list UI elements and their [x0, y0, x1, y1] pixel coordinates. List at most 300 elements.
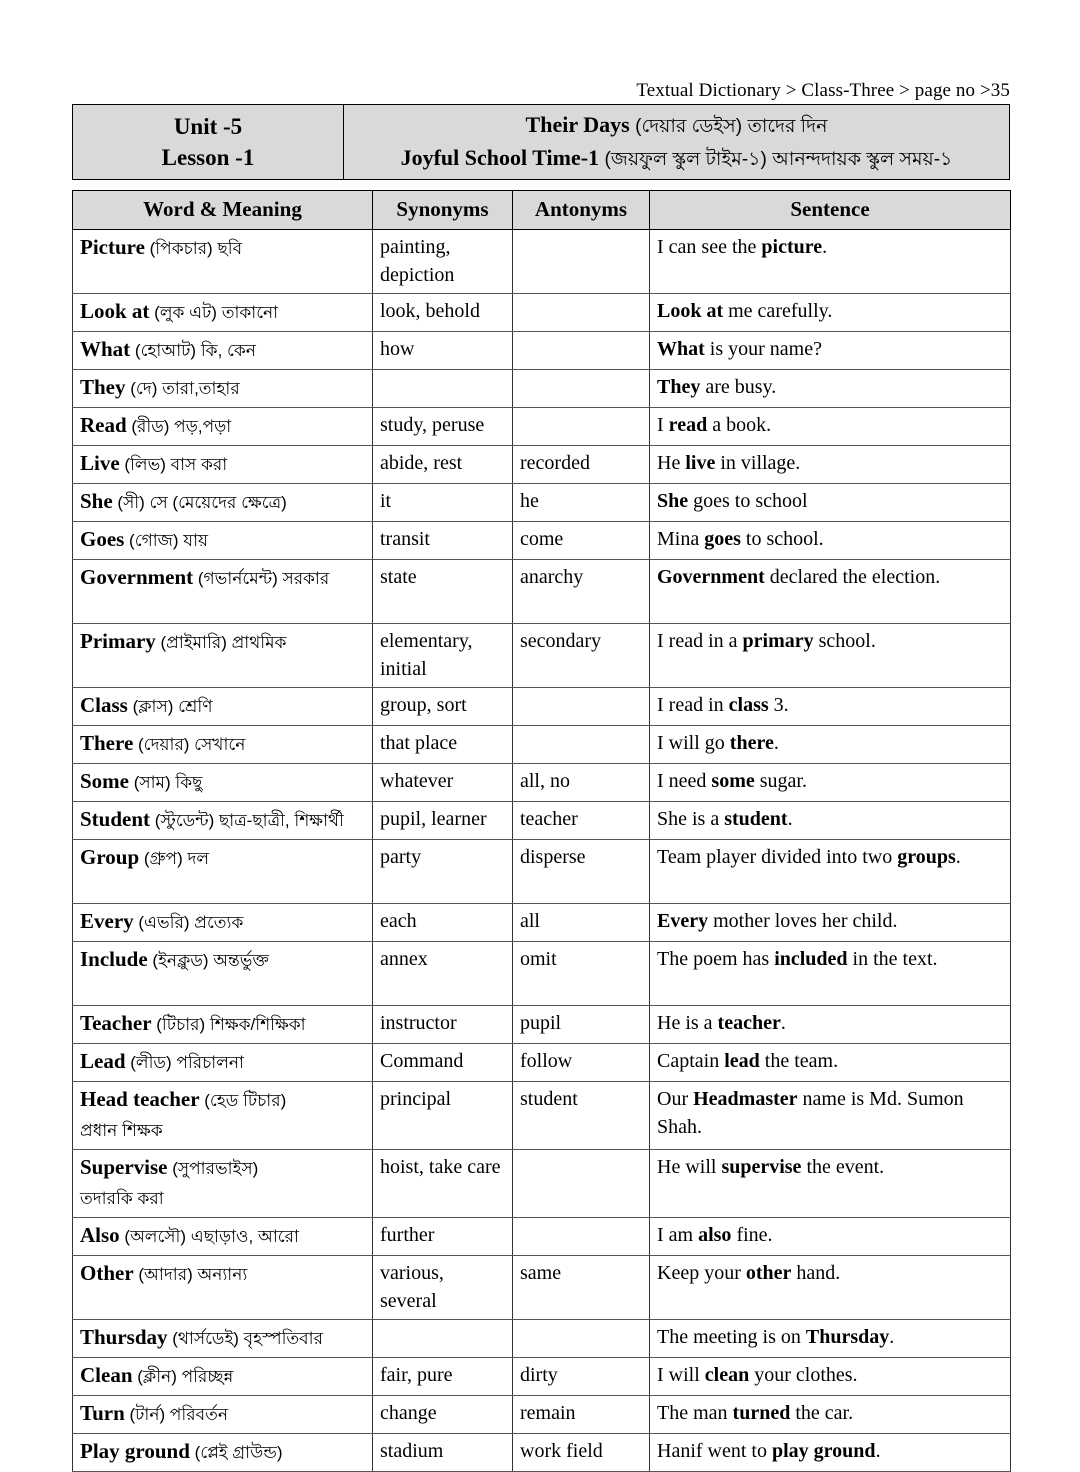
cell-synonyms: look, behold — [373, 294, 513, 332]
cell-synonyms: Command — [373, 1044, 513, 1082]
cell-sentence — [650, 370, 1011, 408]
cell-word-meaning — [73, 408, 373, 446]
pronunciation: (থার্সডেই) — [167, 1329, 239, 1348]
table-row — [73, 840, 1011, 904]
cell-sentence — [650, 624, 1011, 688]
cell-sentence — [650, 408, 1011, 446]
breadcrumb: Textual Dictionary > Class-Three > page no >35 — [636, 80, 1010, 101]
cell-word-meaning — [73, 560, 373, 624]
sentence-keyword: She — [657, 490, 689, 512]
cell-antonyms: recorded — [513, 446, 650, 484]
cell-antonyms: work field — [513, 1434, 650, 1472]
sentence-keyword: Thursday — [805, 1326, 890, 1348]
unit-header-row — [73, 105, 1010, 180]
sentence-suffix: . — [822, 236, 828, 258]
pronunciation: (লীড) — [125, 1053, 172, 1072]
table-row — [73, 370, 1011, 408]
cell-word-meaning — [73, 904, 373, 942]
sentence-prefix: The man — [657, 1402, 733, 1424]
sentence-suffix: your clothes. — [749, 1364, 858, 1386]
sentence-prefix: He — [657, 452, 686, 474]
cell-synonyms — [373, 370, 513, 408]
cell-synonyms: various, several — [373, 1256, 513, 1320]
sentence-prefix: I can see the — [657, 236, 762, 258]
headword: She — [80, 489, 113, 513]
headword: Thursday — [80, 1325, 168, 1349]
pronunciation: (প্রাইমারি) — [155, 633, 227, 652]
sentence-suffix: the team. — [759, 1050, 839, 1072]
headword: Clean — [80, 1363, 133, 1387]
meaning: পরিচালনা — [171, 1053, 244, 1072]
cell-sentence — [650, 484, 1011, 522]
sentence-suffix: sugar. — [754, 770, 807, 792]
sentence-keyword: groups — [897, 846, 956, 868]
headword: Look at — [80, 299, 150, 323]
cell-word-meaning — [73, 1320, 373, 1358]
cell-sentence — [650, 764, 1011, 802]
sentence-suffix: goes to school — [688, 490, 808, 512]
pronunciation: (এভরি) — [133, 913, 190, 932]
cell-word-meaning — [73, 1218, 373, 1256]
pronunciation: (গভার্নমেন্ট) — [193, 569, 278, 588]
sentence-keyword: play ground — [771, 1440, 876, 1462]
meaning: পড়,পড়া — [169, 417, 232, 436]
sentence-keyword: picture — [761, 236, 823, 258]
table-row — [73, 560, 1011, 624]
headword: Picture — [80, 235, 145, 259]
sentence-keyword: also — [698, 1224, 732, 1246]
table-row — [73, 688, 1011, 726]
cell-sentence — [650, 1082, 1011, 1150]
cell-sentence — [650, 1218, 1011, 1256]
cell-synonyms: hoist, take care — [373, 1150, 513, 1218]
sentence-prefix: I — [657, 414, 669, 436]
column-header-sentence: Sentence — [650, 191, 1011, 230]
meaning: তাকানো — [216, 303, 279, 322]
cell-word-meaning — [73, 1358, 373, 1396]
lesson-subtitle-pron: (জয়ফুল স্কুল টাইম-১) — [604, 149, 767, 170]
headword: Also — [80, 1223, 120, 1247]
cell-synonyms: annex — [373, 942, 513, 1006]
sentence-keyword: clean — [704, 1364, 750, 1386]
cell-synonyms: further — [373, 1218, 513, 1256]
headword: Read — [80, 413, 127, 437]
cell-antonyms — [513, 332, 650, 370]
table-row — [73, 332, 1011, 370]
meaning: প্রত্যেক — [189, 913, 244, 932]
cell-synonyms: party — [373, 840, 513, 904]
cell-antonyms — [513, 726, 650, 764]
pronunciation: (টার্ন) — [124, 1405, 166, 1424]
headword: Class — [80, 693, 128, 717]
cell-word-meaning — [73, 1082, 373, 1150]
cell-word-meaning — [73, 294, 373, 332]
sentence-suffix: a book. — [707, 414, 772, 436]
cell-antonyms — [513, 370, 650, 408]
cell-word-meaning — [73, 1396, 373, 1434]
cell-antonyms — [513, 408, 650, 446]
table-body — [73, 230, 1011, 1472]
table-row — [73, 1358, 1011, 1396]
headword: Group — [80, 845, 140, 869]
sentence-prefix: Hanif went to — [657, 1440, 772, 1462]
meaning-second-line: তদারকি করা — [80, 1189, 164, 1208]
cell-sentence — [650, 1044, 1011, 1082]
cell-antonyms: pupil — [513, 1006, 650, 1044]
cell-antonyms: all — [513, 904, 650, 942]
lesson-title-pron: (দেয়ার ডেইস) — [635, 116, 743, 137]
cell-word-meaning — [73, 446, 373, 484]
cell-antonyms — [513, 230, 650, 294]
cell-word-meaning — [73, 230, 373, 294]
sentence-suffix: in village. — [715, 452, 801, 474]
headword: Some — [80, 769, 129, 793]
headword: Live — [80, 451, 120, 475]
cell-synonyms: instructor — [373, 1006, 513, 1044]
headword: Play ground — [80, 1439, 190, 1463]
headword: Supervise — [80, 1155, 168, 1179]
sentence-suffix: declared the election. — [764, 566, 941, 588]
cell-sentence — [650, 904, 1011, 942]
sentence-keyword: read — [668, 414, 708, 436]
sentence-keyword: goes — [704, 528, 741, 550]
sentence-keyword: there — [729, 732, 774, 754]
table-row — [73, 1396, 1011, 1434]
cell-antonyms — [513, 294, 650, 332]
cell-antonyms: anarchy — [513, 560, 650, 624]
sentence-suffix: me carefully. — [723, 300, 833, 322]
meaning: অন্তর্ভুক্ত — [208, 951, 269, 970]
headword: Every — [80, 909, 134, 933]
cell-word-meaning — [73, 1150, 373, 1218]
table-row — [73, 1320, 1011, 1358]
sentence-suffix: are busy. — [700, 376, 777, 398]
cell-word-meaning — [73, 1044, 373, 1082]
cell-antonyms — [513, 1150, 650, 1218]
cell-synonyms: study, peruse — [373, 408, 513, 446]
meaning: কি, কেন — [196, 341, 256, 360]
meaning: কিছু — [170, 773, 203, 792]
cell-sentence — [650, 332, 1011, 370]
sentence-prefix: I will go — [657, 732, 730, 754]
cell-synonyms: change — [373, 1396, 513, 1434]
cell-sentence — [650, 446, 1011, 484]
sentence-suffix: in the text. — [847, 948, 938, 970]
cell-word-meaning — [73, 332, 373, 370]
meaning: দল — [182, 849, 210, 868]
meaning: শ্রেণি — [173, 697, 213, 716]
sentence-suffix: . — [875, 1440, 881, 1462]
cell-word-meaning — [73, 726, 373, 764]
sentence-prefix: Keep your — [657, 1262, 746, 1284]
cell-antonyms: student — [513, 1082, 650, 1150]
cell-word-meaning — [73, 840, 373, 904]
cell-sentence — [650, 294, 1011, 332]
cell-word-meaning — [73, 370, 373, 408]
sentence-prefix: He will — [657, 1156, 722, 1178]
pronunciation: (অলসৌ) — [119, 1227, 187, 1246]
sentence-suffix: . — [780, 1012, 786, 1034]
cell-antonyms: secondary — [513, 624, 650, 688]
headword: Include — [80, 947, 148, 971]
pronunciation: (লুক এট) — [149, 303, 217, 322]
sentence-prefix: He is a — [657, 1012, 718, 1034]
sentence-keyword: some — [711, 770, 755, 792]
cell-word-meaning — [73, 522, 373, 560]
cell-sentence — [650, 1150, 1011, 1218]
lesson-title-en: Their Days — [525, 112, 630, 137]
meaning: বৃহস্পতিবার — [238, 1329, 323, 1348]
pronunciation: (ক্লীন) — [132, 1367, 177, 1386]
cell-antonyms — [513, 1218, 650, 1256]
lesson-label: Lesson -1 — [161, 145, 255, 170]
cell-antonyms: disperse — [513, 840, 650, 904]
sentence-keyword: class — [728, 694, 769, 716]
table-row — [73, 726, 1011, 764]
table-row — [73, 1434, 1011, 1472]
table-row — [73, 484, 1011, 522]
sentence-prefix: I read in — [657, 694, 729, 716]
meaning: ছাত্র-ছাত্রী, শিক্ষার্থী — [214, 811, 344, 830]
cell-sentence — [650, 1006, 1011, 1044]
cell-synonyms: elementary, initial — [373, 624, 513, 688]
lesson-subtitle-en: Joyful School Time-1 — [400, 145, 600, 170]
table-header-row — [73, 191, 1011, 230]
pronunciation: (গ্রুপ) — [139, 849, 183, 868]
sentence-keyword: included — [774, 948, 848, 970]
meaning: প্রাথমিক — [226, 633, 287, 652]
sentence-keyword: What — [657, 338, 705, 360]
sentence-keyword: supervise — [721, 1156, 802, 1178]
cell-synonyms: abide, rest — [373, 446, 513, 484]
headword: They — [80, 375, 126, 399]
cell-sentence — [650, 230, 1011, 294]
sentence-prefix: Our — [657, 1088, 694, 1110]
cell-synonyms: fair, pure — [373, 1358, 513, 1396]
column-header-antonyms: Antonyms — [513, 191, 650, 230]
sentence-prefix: I am — [657, 1224, 699, 1246]
sentence-prefix: I need — [657, 770, 712, 792]
sentence-prefix: I read in a — [657, 630, 743, 652]
cell-synonyms — [373, 1320, 513, 1358]
meaning: সরকার — [277, 569, 330, 588]
pronunciation: (সাম) — [129, 773, 171, 792]
lesson-title-meaning: তাদের দিন — [747, 116, 828, 137]
headword: Other — [80, 1261, 134, 1285]
sentence-keyword: teacher — [717, 1012, 781, 1034]
meaning-second-line: প্রধান শিক্ষক — [80, 1121, 163, 1140]
table-row — [73, 522, 1011, 560]
meaning: পরিবর্তন — [165, 1405, 228, 1424]
cell-sentence — [650, 942, 1011, 1006]
table-row — [73, 1218, 1011, 1256]
cell-antonyms: all, no — [513, 764, 650, 802]
cell-synonyms: transit — [373, 522, 513, 560]
cell-synonyms: principal — [373, 1082, 513, 1150]
pronunciation: (টিচার) — [151, 1015, 206, 1034]
meaning: শিক্ষক/শিক্ষিকা — [205, 1015, 306, 1034]
table-row — [73, 1006, 1011, 1044]
sentence-suffix: . — [889, 1326, 895, 1348]
sentence-keyword: They — [657, 376, 701, 398]
headword: Turn — [80, 1401, 125, 1425]
cell-antonyms: omit — [513, 942, 650, 1006]
sentence-suffix: . — [787, 808, 793, 830]
meaning: অন্যান্য — [192, 1265, 248, 1284]
cell-antonyms: come — [513, 522, 650, 560]
cell-word-meaning — [73, 688, 373, 726]
cell-antonyms: he — [513, 484, 650, 522]
cell-sentence — [650, 1434, 1011, 1472]
cell-antonyms — [513, 688, 650, 726]
meaning: পরিচ্ছন্ন — [176, 1367, 234, 1386]
vocabulary-table — [72, 190, 1011, 1472]
meaning: তারা,তাহার — [157, 379, 240, 398]
sentence-suffix: name is Md. Sumon Shah. — [657, 1088, 964, 1138]
cell-synonyms: that place — [373, 726, 513, 764]
cell-sentence — [650, 688, 1011, 726]
cell-sentence — [650, 726, 1011, 764]
sentence-prefix: Captain — [657, 1050, 725, 1072]
table-row — [73, 1256, 1011, 1320]
headword: Head teacher — [80, 1087, 200, 1111]
table-row — [73, 1082, 1011, 1150]
pronunciation: (সুপারভাইস) — [167, 1159, 259, 1178]
sentence-keyword: Look at — [657, 300, 724, 322]
sentence-prefix: I will — [657, 1364, 705, 1386]
table-row — [73, 294, 1011, 332]
cell-synonyms: how — [373, 332, 513, 370]
cell-synonyms: stadium — [373, 1434, 513, 1472]
cell-synonyms: state — [373, 560, 513, 624]
headword: What — [80, 337, 131, 361]
meaning: এছাড়াও, আরো — [186, 1227, 299, 1246]
cell-sentence — [650, 1396, 1011, 1434]
sentence-suffix: to school. — [740, 528, 824, 550]
headword: Primary — [80, 629, 156, 653]
pronunciation: (পিকচার) — [144, 239, 213, 258]
sentence-keyword: Government — [657, 566, 765, 588]
cell-sentence — [650, 802, 1011, 840]
cell-word-meaning — [73, 764, 373, 802]
table-row — [73, 446, 1011, 484]
cell-synonyms: whatever — [373, 764, 513, 802]
lesson-subtitle-meaning: আনন্দদায়ক স্কুল সময়-১ — [772, 149, 953, 170]
cell-sentence — [650, 1320, 1011, 1358]
cell-word-meaning — [73, 624, 373, 688]
pronunciation: (সী) — [112, 493, 145, 512]
cell-synonyms: pupil, learner — [373, 802, 513, 840]
sentence-suffix: . — [955, 846, 961, 868]
meaning: সে (মেয়েদের ক্ষেত্রে) — [144, 493, 287, 512]
cell-antonyms: same — [513, 1256, 650, 1320]
meaning: সেখানে — [189, 735, 246, 754]
table-row — [73, 624, 1011, 688]
table-row — [73, 1044, 1011, 1082]
cell-antonyms: dirty — [513, 1358, 650, 1396]
unit-lesson-cell — [73, 105, 344, 180]
sentence-keyword: Every — [657, 910, 709, 932]
cell-sentence — [650, 560, 1011, 624]
table-head — [73, 191, 1011, 230]
sentence-prefix: The poem has — [657, 948, 775, 970]
pronunciation: (হোআট) — [130, 341, 197, 360]
cell-word-meaning — [73, 484, 373, 522]
lesson-title-cell — [344, 105, 1010, 180]
sentence-prefix: The meeting is on — [657, 1326, 806, 1348]
cell-sentence — [650, 1256, 1011, 1320]
table-row — [73, 904, 1011, 942]
sentence-suffix: fine. — [731, 1224, 773, 1246]
meaning: বাস করা — [165, 455, 228, 474]
table-row — [73, 942, 1011, 1006]
headword: Goes — [80, 527, 125, 551]
cell-antonyms: remain — [513, 1396, 650, 1434]
pronunciation: (হেড টিচার) — [199, 1091, 287, 1110]
pronunciation: (স্টুডেন্ট) — [150, 811, 215, 830]
sentence-keyword: Headmaster — [693, 1088, 798, 1110]
sentence-keyword: lead — [724, 1050, 760, 1072]
column-header-word: Word & Meaning — [73, 191, 373, 230]
sentence-suffix: 3. — [768, 694, 789, 716]
table-row — [73, 230, 1011, 294]
lesson-title-line-2 — [350, 142, 1003, 175]
cell-synonyms: group, sort — [373, 688, 513, 726]
unit-label: Unit -5 — [173, 114, 243, 139]
column-header-synonyms: Synonyms — [373, 191, 513, 230]
lesson-title-line-1 — [350, 109, 1003, 142]
pronunciation: (ক্লাস) — [127, 697, 174, 716]
table-row — [73, 408, 1011, 446]
sentence-keyword: other — [745, 1262, 792, 1284]
headword: Lead — [80, 1049, 126, 1073]
sentence-keyword: primary — [742, 630, 814, 652]
headword: Government — [80, 565, 194, 589]
sentence-suffix: . — [773, 732, 779, 754]
sentence-suffix: the car. — [790, 1402, 854, 1424]
cell-sentence — [650, 522, 1011, 560]
sentence-prefix: Team player divided into two — [657, 846, 898, 868]
cell-sentence — [650, 1358, 1011, 1396]
meaning: ছবি — [212, 239, 243, 258]
sentence-suffix: is your name? — [704, 338, 822, 360]
sentence-keyword: student — [724, 808, 788, 830]
pronunciation: (গোজ) — [124, 531, 179, 550]
pronunciation: (ইনক্লুড) — [147, 951, 209, 970]
sentence-suffix: the event. — [801, 1156, 885, 1178]
sentence-suffix: mother loves her child. — [708, 910, 898, 932]
headword: There — [80, 731, 134, 755]
headword: Student — [80, 807, 151, 831]
table-row — [73, 1150, 1011, 1218]
cell-antonyms: follow — [513, 1044, 650, 1082]
pronunciation: (লিভ) — [119, 455, 166, 474]
sentence-keyword: live — [685, 452, 716, 474]
unit-header-table — [72, 104, 1010, 180]
meaning: যায় — [178, 531, 209, 550]
cell-antonyms: teacher — [513, 802, 650, 840]
headword: Teacher — [80, 1011, 152, 1035]
pronunciation: (দে) — [125, 379, 158, 398]
cell-word-meaning — [73, 942, 373, 1006]
sentence-prefix: She is a — [657, 808, 725, 830]
cell-synonyms: it — [373, 484, 513, 522]
pronunciation: (আদার) — [133, 1265, 193, 1284]
pronunciation: (দেয়ার) — [133, 735, 190, 754]
table-row — [73, 802, 1011, 840]
cell-sentence — [650, 840, 1011, 904]
cell-synonyms: each — [373, 904, 513, 942]
